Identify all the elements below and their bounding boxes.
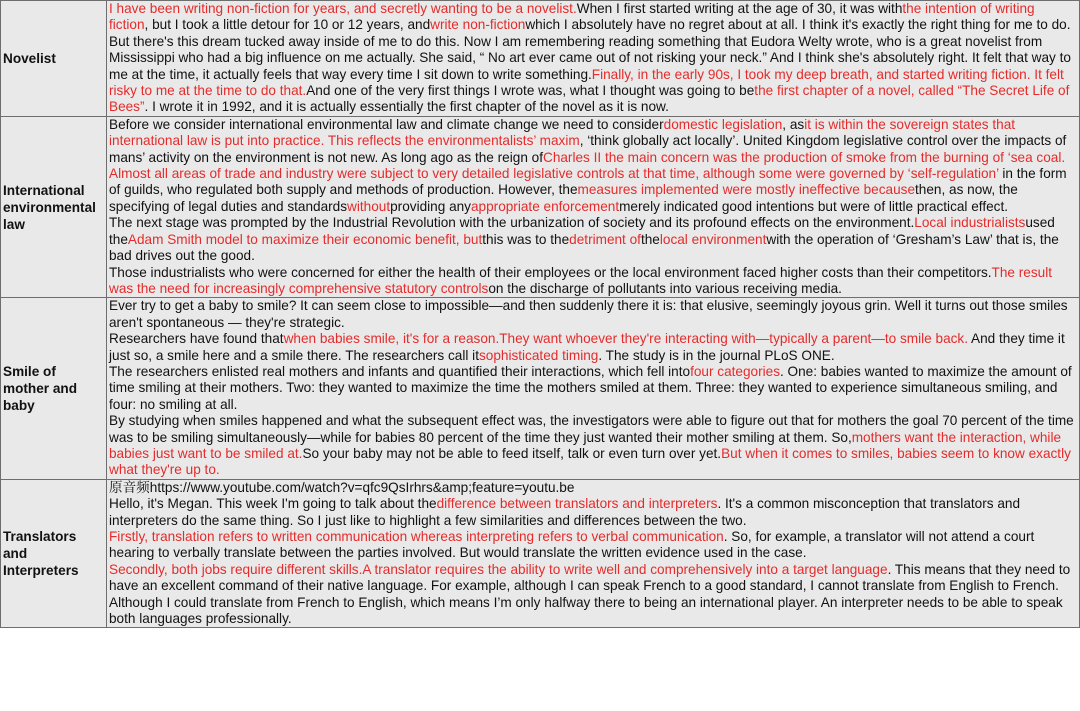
- row-topic: Smile of mother and baby: [1, 298, 107, 479]
- table-row: [1, 116, 1080, 297]
- table-row: [1, 298, 1080, 479]
- row-topic: Novelist: [1, 1, 107, 117]
- text-run: then, as now, the specifying of legal duties and standards: [109, 182, 1018, 214]
- highlighted-text: Firstly, translation refers to written communication whereas interpreting refers to verbal communication: [109, 529, 724, 544]
- text-run: merely indicated good intentions but were of little practical effect.: [619, 198, 1009, 214]
- paragraph: [109, 265, 1076, 298]
- text-run: . This means that they need to have an excellent command of their native language. For example, although I can speak French to a good standard, I cannot translate from English to French. Although I could translate from French to English, which means I’m only halfway there to being an international player. An interpreter needs to be able to speak both languages professionally.: [109, 561, 1071, 627]
- highlighted-text: But when it comes to smiles, babies seem to know exactly what they're up to.: [109, 445, 1071, 478]
- text-run: . The study is in the journal PLoS ONE.: [598, 347, 835, 363]
- row-topic: Translators and Interpreters: [1, 479, 107, 628]
- text-run: this was to the: [482, 231, 570, 247]
- row-body: [107, 479, 1080, 628]
- paragraph: [109, 1, 1076, 116]
- text-run: , ‘think globally act locally’. United Kingdom legislative control over the impacts of mans’ activity on the environment is not new. As long ago as the reign of: [109, 133, 1067, 165]
- highlighted-text: Finally, in the early 90s, I took my deep breath, and started writing fiction. It felt risky to me at the time to do that.: [109, 66, 1064, 99]
- paragraph: [109, 331, 1076, 364]
- text-run: Those industrialists who were concerned for either the health of their employees or the local environment faced higher costs than their competitors.: [109, 264, 992, 280]
- text-run: used the: [109, 215, 1055, 247]
- highlighted-text: appropriate enforcement: [470, 198, 620, 214]
- row-topic: International environmental law: [1, 116, 107, 297]
- highlighted-text: measures implemented were mostly ineffective because: [577, 182, 916, 198]
- paragraph: [109, 215, 1076, 264]
- highlighted-text: Charles II the main concern was the production of smoke from the burning of ‘sea coal. Almost all areas of trade and industry were subject to very detailed legislative controls at that time, although some were governed by ‘self-regulation’: [109, 149, 1066, 182]
- text-run: . I wrote it in 1992, and it is actually essentially the first chapter of the novel as it is now.: [144, 99, 669, 115]
- highlighted-text: A translator requires the ability to write well and comprehensively into a target language: [362, 561, 888, 577]
- text-run: . It's a common misconception that translators and interpreters do the same thing. So I just like to highlight a few similarities and differences between the two.: [109, 496, 1021, 528]
- highlighted-text: Local industrialists: [914, 215, 1026, 231]
- highlighted-text: it is within the sovereign states that international law is put into practice. This reflects the environmentalists’ maxim: [109, 116, 1016, 149]
- highlighted-text: local environment: [659, 231, 767, 247]
- highlighted-text: They want whoever they're interacting with—typically a parent—to smile back.: [499, 331, 968, 347]
- text-run: Hello, it's Megan. This week I'm going to talk about the: [109, 496, 437, 512]
- text-run: The next stage was prompted by the Industrial Revolution with the urbanization of society and its profound effects on the environment.: [109, 215, 915, 231]
- text-run: . So, for example, a translator will not attend a court hearing to verbally translate between the parties involved. But would translate the written evidence used in the case.: [109, 529, 1035, 561]
- row-body: [107, 298, 1080, 479]
- highlighted-text: sophisticated timing: [478, 347, 599, 363]
- highlighted-text: difference between translators and interpreters: [436, 496, 718, 512]
- text-run: Researchers have found that: [109, 331, 284, 347]
- text-run: the: [640, 231, 660, 247]
- text-run: with the operation of ‘Gresham’s Law’ that is, the bad drives out the good.: [109, 231, 1059, 264]
- text-run: The researchers enlisted real mothers and infants and quantified their interactions, which fell into: [109, 363, 691, 379]
- highlighted-text: the intention of writing fiction: [109, 1, 1035, 33]
- text-run: And they time it just so, a smile here and a smile there. The researchers call it: [109, 331, 1065, 363]
- highlighted-text: four categories: [690, 363, 780, 379]
- text-run: Before we consider international environmental law and climate change we need to consider: [109, 116, 664, 132]
- text-run: which I absolutely have no regret about at all. I think it's exactly the right thing for me to do. But there's this dream tucked away inside of me to do this. Now I am remembering reading something that Eudora Welty wrote, who is a great novelist from Mississippi who had a big influence on me actually. She said, “ No art ever came out of not risking your neck.” And I think she's absolutely right. It felt that way to me at the time, it actually feels that way every time I sit down to write something.: [109, 17, 1071, 82]
- text-run: So your baby may not be able to feed itself, talk or even turn over yet.: [302, 445, 722, 461]
- table-row: [1, 479, 1080, 628]
- text-run: on the discharge of pollutants into various receiving media.: [488, 280, 842, 296]
- highlighted-text: The result was the need for increasingly comprehensive statutory controls: [109, 264, 1052, 296]
- paragraph: [109, 413, 1076, 479]
- text-run: 原音频https://www.youtube.com/watch?v=qfc9QsIrhrs&amp;feature=youtu.be: [109, 479, 575, 495]
- highlighted-text: write non-fiction: [430, 17, 526, 33]
- paragraph: [109, 529, 1076, 562]
- highlighted-text: Adam Smith model to maximize their economic benefit, but: [127, 231, 483, 247]
- notes-table-body: [1, 1, 1080, 628]
- paragraph: [109, 562, 1076, 628]
- paragraph: [109, 496, 1076, 529]
- text-run: providing any: [390, 198, 471, 214]
- text-run: , but I took a little detour for 10 or 12 years, and: [144, 17, 431, 33]
- highlighted-text: without: [347, 198, 391, 214]
- paragraph: [109, 117, 1076, 215]
- text-run: When I first started writing at the age of 30, it was with: [576, 1, 903, 16]
- highlighted-text: when babies smile, it's for a reason.: [283, 331, 500, 347]
- table-row: [1, 1, 1080, 117]
- text-run: By studying when smiles happened and what the subsequent effect was, the investigators were able to figure out that for mothers the goal 70 percent of the time was to be smiling simultaneously—while for babies 80 percent of the time they just wanted their mother smiling at them. So,: [109, 413, 1074, 445]
- highlighted-text: detriment of: [569, 231, 641, 247]
- text-run: And one of the very first things I wrote was, what I thought was going to be: [306, 83, 755, 99]
- paragraph: [109, 364, 1076, 413]
- highlighted-text: I have been writing non-fiction for years, and secretly wanting to be a novelist.: [109, 1, 577, 16]
- highlighted-text: the first chapter of a novel, called “The Secret Life of Bees”: [109, 83, 1070, 115]
- text-run: . One: babies wanted to maximize the amount of time smiling at their mothers. Two: they wanted to maximize the time the mothers smiled at them. Three: they wanted to experience simultaneous smiling, and four: no smiling at all.: [109, 363, 1072, 412]
- text-run: Ever try to get a baby to smile? It can seem close to impossible—and then suddenly there it is: that elusive, seemingly joyous grin. Well it turns out those smiles aren't spontaneous — they're strategic.: [109, 298, 1068, 330]
- row-body: [107, 1, 1080, 117]
- text-run: in the form of guilds, who regulated both supply and methods of production. However, the: [109, 166, 1067, 198]
- highlighted-text: mothers want the interaction, while babies just want to be smiled at.: [109, 429, 1062, 461]
- highlighted-text: domestic legislation: [663, 116, 783, 132]
- text-run: , as: [782, 116, 805, 132]
- paragraph: [109, 298, 1076, 331]
- row-body: [107, 116, 1080, 297]
- paragraph: [109, 480, 1076, 496]
- highlighted-text: Secondly, both jobs require different skills.: [109, 561, 363, 577]
